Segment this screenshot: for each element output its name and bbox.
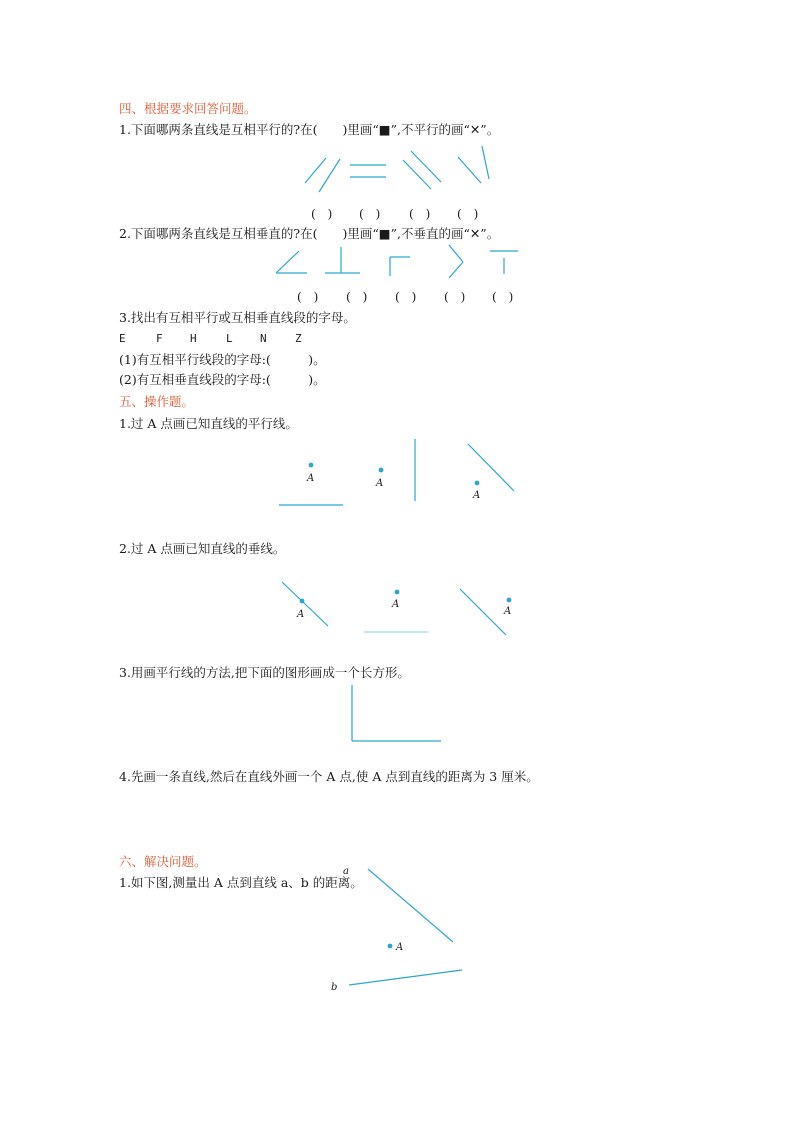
line-b-label: b — [331, 982, 338, 993]
s6-q1-text: 1.如下图,测量出 A 点到直线 a、b 的距离。 — [119, 875, 363, 890]
s5q2-label-2: A — [392, 599, 400, 610]
s4-q2-paren-5: ( ) — [492, 290, 514, 304]
line-a — [368, 869, 453, 942]
letter-n: N — [260, 332, 267, 345]
s4-q2-paren-3: ( ) — [395, 290, 417, 304]
s4-q2-figures — [276, 245, 518, 278]
s5-q3-figure — [352, 685, 441, 741]
s5-q1-text: 1.过 A 点画已知直线的平行线。 — [119, 416, 298, 431]
s5-q2-figures — [282, 582, 511, 635]
pair4-line-a — [458, 157, 481, 183]
s6-point-a — [388, 944, 393, 949]
line-a-label: a — [343, 866, 349, 877]
pair3-line-b — [403, 160, 431, 189]
s4-q3-answer-perpendicular: (2)有互相垂直线段的字母:( )。 — [119, 372, 326, 387]
angle1-slant — [276, 251, 299, 273]
s5q2-point-1 — [300, 599, 305, 604]
s5-q3-text: 3.用画平行线的方法,把下面的图形画成一个长方形。 — [119, 665, 410, 680]
s5q1-label-1: A — [307, 473, 315, 484]
angle4-upper — [449, 245, 463, 262]
s5q1-label-3: A — [473, 490, 481, 501]
s4-q1-paren-2: ( ) — [359, 207, 381, 221]
s4-q1-paren-3: ( ) — [409, 207, 431, 221]
s5q2-point-3 — [507, 598, 512, 603]
s4-q3-answer-parallel: (1)有互相平行线段的字母:( )。 — [119, 352, 326, 367]
s5q2-line-1 — [282, 582, 328, 626]
s5-q1-figures — [279, 439, 514, 505]
s4-q2-text: 2.下面哪两条直线是互相垂直的?在( )里画“■”,不垂直的画“✕”。 — [119, 226, 500, 241]
s5q1-point-1 — [309, 463, 314, 468]
s5q2-point-2 — [395, 590, 400, 595]
section6-heading: 六、解决问题。 — [119, 854, 207, 869]
s6-q1-figure — [331, 866, 462, 993]
s4-q2-paren-4: ( ) — [444, 290, 466, 304]
angle4-lower — [449, 262, 463, 278]
s5q1-point-3 — [475, 481, 480, 486]
pair3-line-a — [411, 151, 441, 182]
s4-q3-text: 3.找出有互相平行或互相垂直线段的字母。 — [119, 310, 356, 325]
letter-e: E — [119, 332, 126, 345]
pair1-line-b — [319, 159, 340, 192]
section5-heading: 五、操作题。 — [119, 394, 195, 409]
s4-q1-paren-4: ( ) — [457, 207, 479, 221]
s4-q2-paren-1: ( ) — [297, 290, 319, 304]
s5-q2-text: 2.过 A 点画已知直线的垂线。 — [119, 541, 286, 556]
letter-z: Z — [295, 332, 302, 345]
s4-q1-figures — [305, 146, 489, 192]
pair1-line-a — [305, 158, 326, 183]
section4-heading: 四、根据要求回答问题。 — [119, 101, 257, 116]
s4-q1-text: 1.下面哪两条直线是互相平行的?在( )里画“■”,不平行的画“✕”。 — [119, 122, 500, 137]
s4-q1-paren-1: ( ) — [311, 207, 333, 221]
s5-q4-text: 4.先画一条直线,然后在直线外画一个 A 点,使 A 点到直线的距离为 3 厘米。 — [119, 769, 539, 784]
s5q1-label-2: A — [376, 478, 384, 489]
letter-h: H — [190, 332, 197, 345]
s5q1-point-2 — [379, 468, 384, 473]
s5q2-line-3 — [460, 589, 506, 635]
s6-point-label: A — [396, 942, 404, 953]
pair4-line-b — [482, 146, 489, 179]
s5q2-label-3: A — [504, 606, 512, 617]
s4-q2-paren-2: ( ) — [346, 290, 368, 304]
line-b — [349, 970, 462, 985]
s5q2-label-1: A — [297, 609, 305, 620]
letter-l: L — [226, 332, 233, 345]
letter-f: F — [156, 332, 163, 345]
